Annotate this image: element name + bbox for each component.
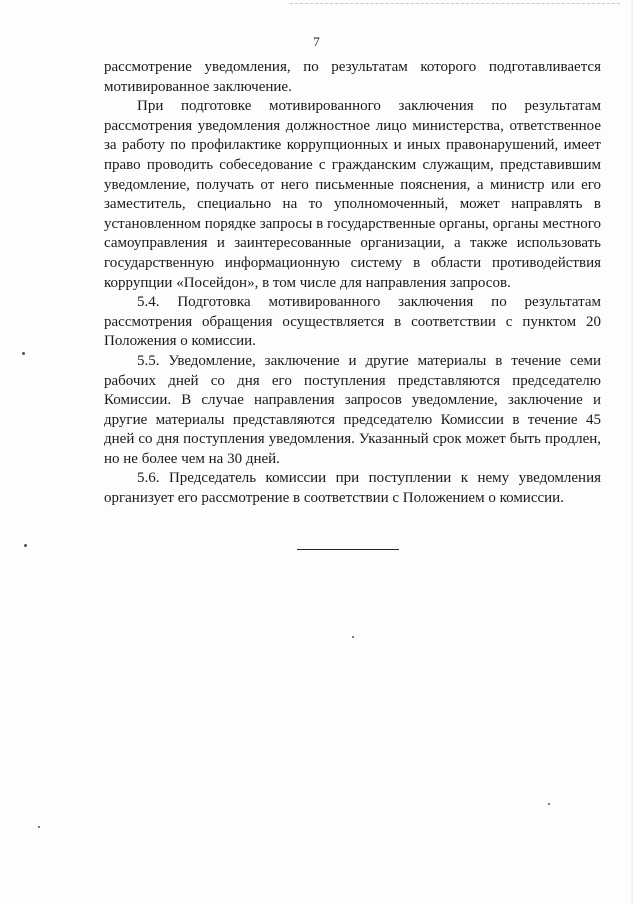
paragraph-5-6: 5.6. Председатель комиссии при поступлении к нему уведомления организует его рассмотрение в соответствии с Положением о комиссии. — [104, 470, 601, 507]
paragraph-motivated-conclusion: При подготовке мотивированного заключения по результатам рассмотрения уведомления должностное лицо министерства, ответственное за работу по профилактике коррупционных и иных правонарушений, имеет право проводить собеседование с гражданским служащим, представившим уведомление, получать от него письменные пояснения, а министр или его заместитель, специально на то уполномоченный, может направлять в установленном порядке запросы в государственные органы, органы местного самоуправления и заинтересованные организации, а также использовать государственную информационную систему в области противодействия коррупции «Посейдон», в том числе для направления запросов. — [104, 98, 601, 291]
closing-separator-line — [297, 549, 399, 550]
scan-speck — [352, 636, 354, 638]
paragraph-5-5: 5.5. Уведомление, заключение и другие материалы в течение семи рабочих дней со дня его поступления представляются председателю Комиссии. В случае направления запросов уведомление, заключение и другие материалы представляются председателю Комиссии в течение 45 дней со дня поступления уведомления. Указанный срок может быть продлен, но не более чем на 30 дней. — [104, 352, 601, 467]
paragraph-5-4: 5.4. Подготовка мотивированного заключения по результатам рассмотрения обращения осуществляется в соответствии с пунктом 20 Положения о комиссии. — [104, 294, 601, 350]
scan-edge-line — [290, 3, 620, 4]
scan-speck — [38, 826, 40, 828]
scan-speck — [22, 352, 25, 355]
page-number: 7 — [313, 34, 320, 49]
document-body — [104, 58, 601, 509]
paragraph-continuation: рассмотрение уведомления, по результатам которого подготавливается мотивированное заключение. — [104, 59, 601, 95]
scan-speck — [24, 544, 27, 547]
scan-speck — [548, 803, 550, 805]
